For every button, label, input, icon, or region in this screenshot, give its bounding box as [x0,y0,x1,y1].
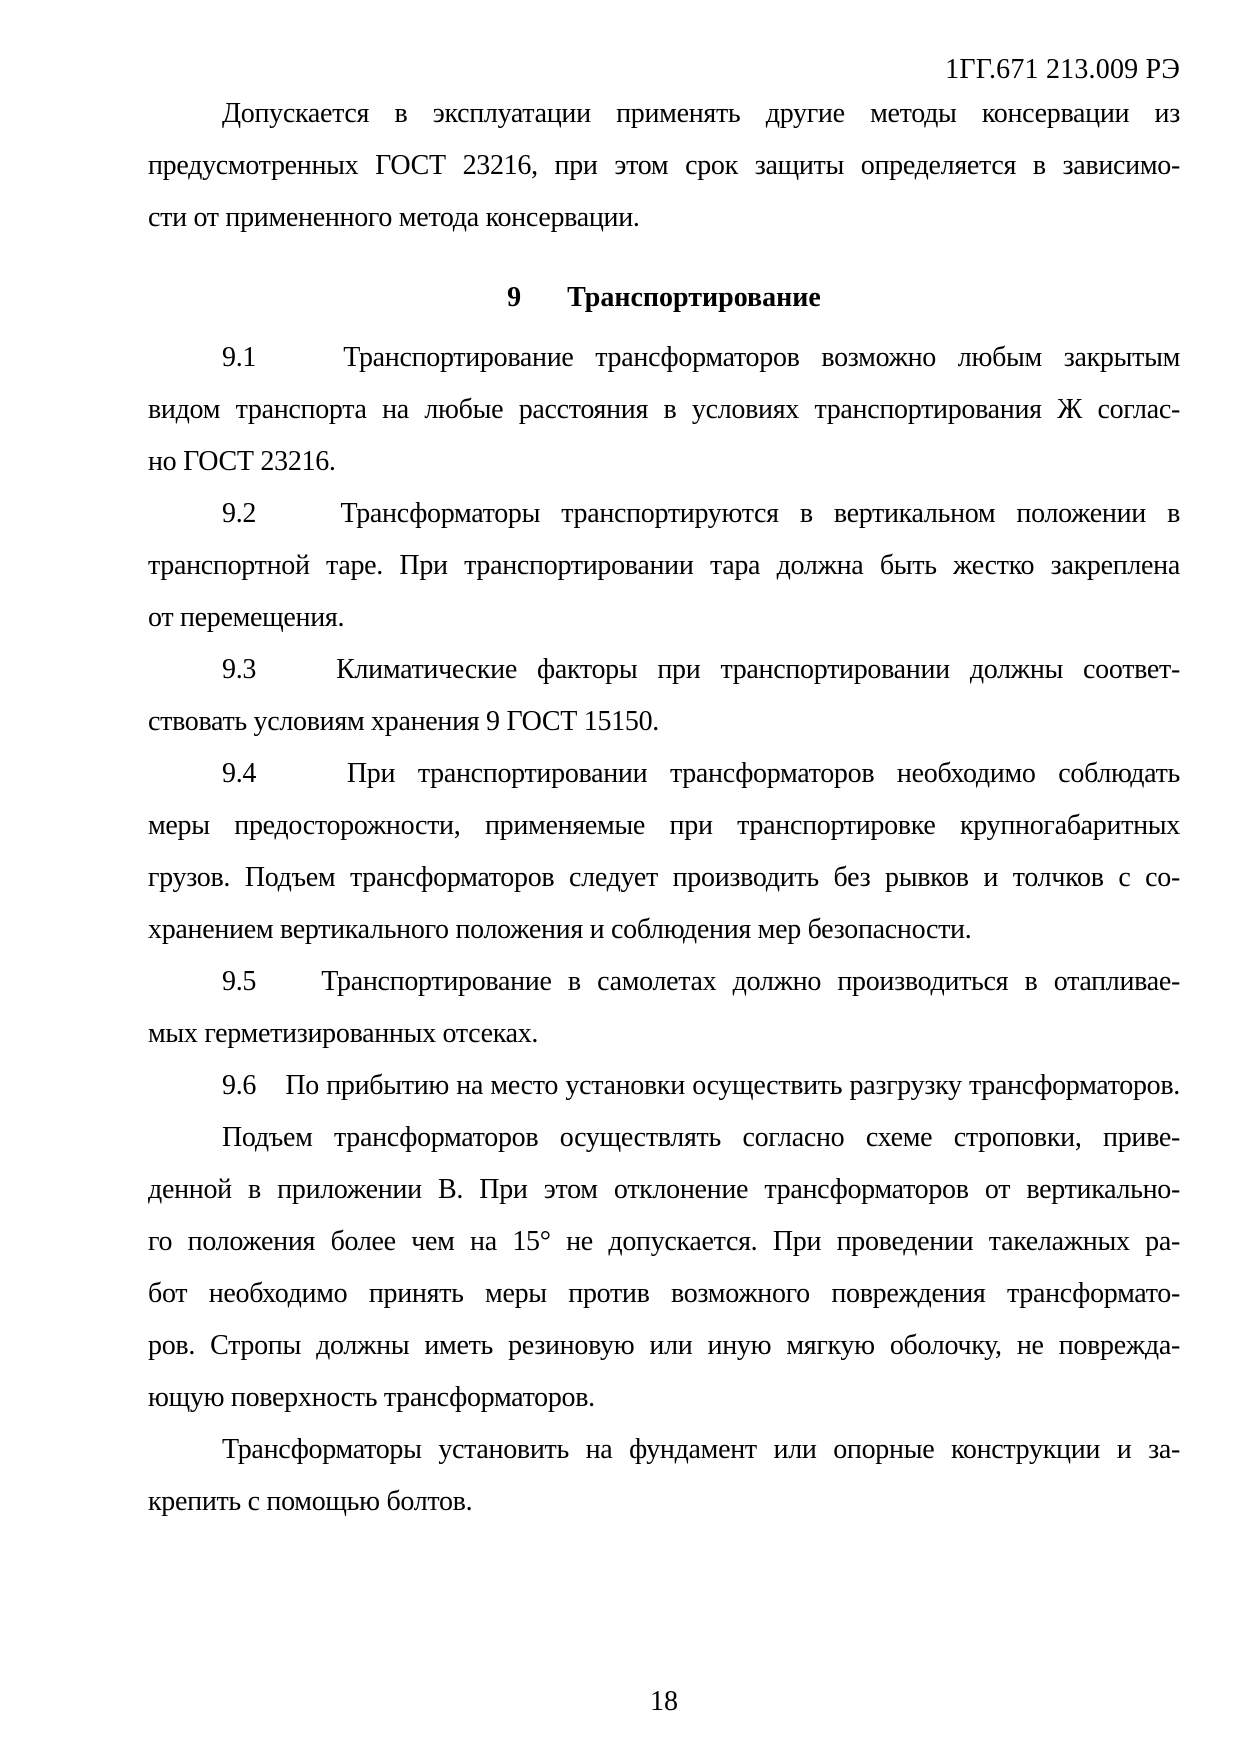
page-number: 18 [650,1686,678,1717]
section-heading-transportation [148,272,1180,324]
paragraph-conservation-note: Допускается в эксплуатации применять другие методы консервации из предусмотренных ГОСТ 23216, при этом срок защиты определяется в зависимо- сти от примененного метода консервации. [148,98,1180,233]
section-title: Транспортирование [567,282,821,313]
paragraph-mounting-instructions: Трансформаторы установить на фундамент или опорные конструкции и за- крепить с помощью болтов. [148,1434,1180,1517]
paragraph-9-1: 9.1 Транспортирование трансформаторов возможно любым закрытым видом транспорта на любые расстояния в условиях транспортирования Ж соглас- но ГОСТ 23216. [148,342,1180,477]
paragraph-9-6: 9.6 По прибытию на место установки осуществить разгрузку трансформаторов. [222,1070,1180,1101]
section-number: 9 [507,282,522,313]
paragraph-9-3: 9.3 Климатические факторы при транспортировании должны соответ- ствовать условиям хранения 9 ГОСТ 15150. [148,654,1180,737]
paragraph-9-5: 9.5 Транспортирование в самолетах должно производиться в отапливае- мых герметизированных отсеках. [148,966,1180,1049]
paragraph-9-2: 9.2 Трансформаторы транспортируются в вертикальном положении в транспортной таре. При транспортировании тара должна быть жестко закреплена от перемещения. [148,498,1180,633]
document-code-header: 1ГГ.671 213.009 РЭ [945,54,1180,85]
paragraph-lifting-instructions: Подъем трансформаторов осуществлять согласно схеме строповки, приве- денной в приложении В. При этом отклонение трансформаторов от вертикально- го положения более чем на 15° не допускается. При проведении такелажных ра- бот необходимо принять меры против возможного повреждения трансформато- ров. Стропы должны иметь резиновую или иную мягкую оболочку, не поврежда- ющую поверхность трансформаторов. [148,1122,1180,1413]
paragraph-9-4: 9.4 При транспортировании трансформаторов необходимо соблюдать меры предосторожности, применяемые при транспортировке крупногабаритных грузов. Подъем трансформаторов следует производить без рывков и толчков с со- хранением вертикального положения и соблюдения мер безопасности. [148,758,1180,945]
